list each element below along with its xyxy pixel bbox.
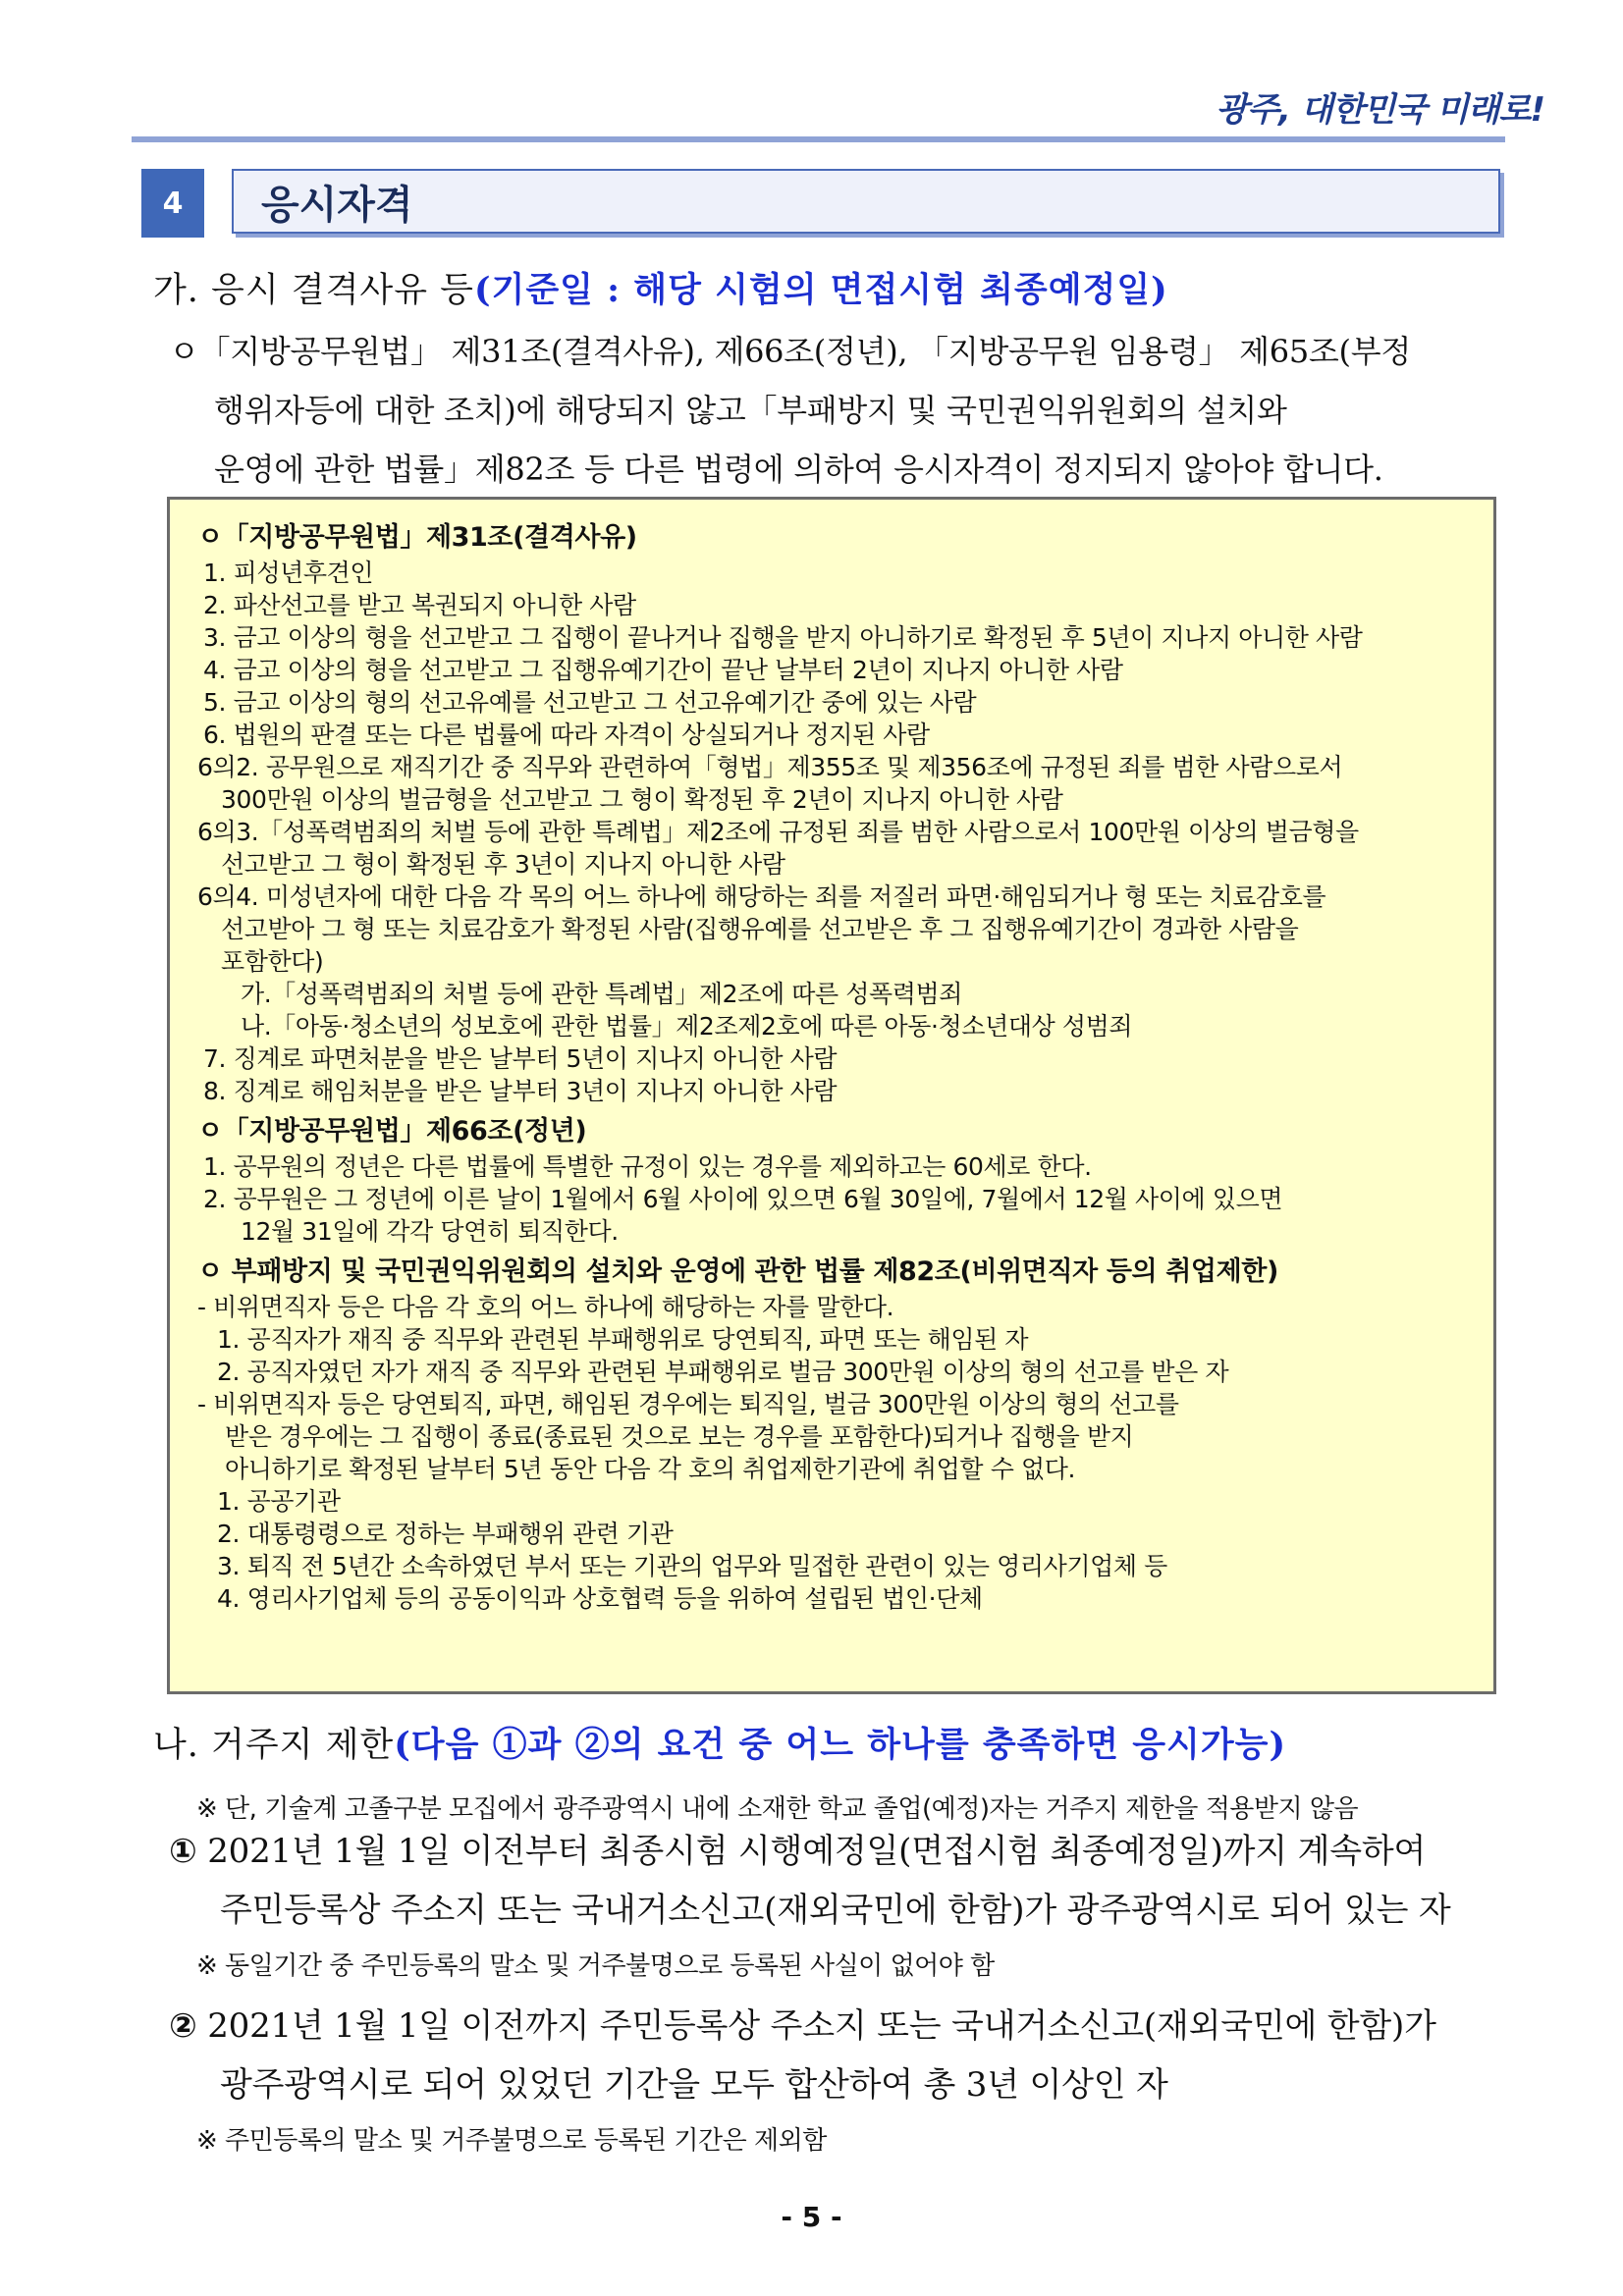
requirement-line: 2021년 1월 1일 이전부터 최종시험 시행예정일(면접시험 최종예정일)까지 계속하여 [207,1832,1427,1871]
legal-excerpt-box [167,497,1496,1694]
requirement-line: 광주광역시로 되어 있었던 기간을 모두 합산하여 총 3년 이상인 자 [220,2065,1168,2105]
list-item: 3. 퇴직 전 5년간 소속하였던 부서 또는 기관의 업무와 밀접한 관련이 있는 영리사기업체 등 [217,1552,1167,1580]
list-item-continuation: 포함한다) [221,947,324,976]
section-number: 4 [141,169,204,238]
requirement-line: 주민등록상 주소지 또는 국내거소신고(재외국민에 한함)가 광주광역시로 되어 있는 자 [220,1891,1451,1930]
sub-item: 나.「아동·청소년의 성보호에 관한 법률」제2조제2호에 따른 아동·청소년대상 성범죄 [241,1012,1133,1041]
header-divider [132,136,1505,142]
section-title: 응시자격 [232,169,1500,234]
list-item-continuation: 12월 31일에 각각 당연히 퇴직한다. [241,1217,619,1246]
list-item-continuation: 받은 경우에는 그 집행이 종료(종료된 것으로 보는 경우를 포함한다)되거나 집행을 받지 [225,1422,1134,1451]
list-item-continuation: 선고받아 그 형 또는 치료감호가 확정된 사람(집행유예를 선고받은 후 그 집행유예기간이 경과한 사람을 [221,915,1299,943]
sub-item: 가.「성폭력범죄의 처벌 등에 관한 특례법」제2조에 따른 성폭력범죄 [241,980,963,1008]
part-a-highlight: (기준일 : 해당 시험의 면접시험 최종예정일) [473,270,1168,310]
part-a-heading [153,263,1168,312]
list-item: 6의4. 미성년자에 대한 다음 각 목의 어느 하나에 해당하는 죄를 저질러 파면·해임되거나 형 또는 치료감호를 [197,882,1326,911]
list-item: 2. 대통령령으로 정하는 부패행위 관련 기관 [217,1520,674,1548]
list-item: 3. 금고 이상의 형을 선고받고 그 집행이 끝나거나 집행을 받지 아니하기로 확정된 후 5년이 지나지 아니한 사람 [203,623,1363,652]
list-item: 2. 공무원은 그 정년에 이른 날이 1월에서 6월 사이에 있으면 6월 30일에, 7월에서 12월 사이에 있으면 [203,1185,1283,1213]
list-item: 1. 공직자가 재직 중 직무와 관련된 부패행위로 당연퇴직, 파면 또는 해임된 자 [217,1325,1029,1354]
list-item: 6의3.「성폭력범죄의 처벌 등에 관한 특례법」제2조에 규정된 죄를 범한 사람으로서 100만원 이상의 벌금형을 [197,818,1359,846]
list-item: 4. 영리사기업체 등의 공동이익과 상호협력 등을 위하여 설립된 법인·단체 [217,1584,983,1613]
page-number: - 5 - [781,2201,842,2233]
article-82-heading: ㅇ 부패방지 및 국민권익위원회의 설치와 운영에 관한 법률 제82조(비위면직자 등의 취업제한) [197,1256,1278,1287]
list-item: 1. 공공기관 [217,1487,341,1516]
list-item-continuation: 선고받고 그 형이 확정된 후 3년이 지나지 아니한 사람 [221,850,785,879]
part-a-title: 가. 응시 결격사유 등 [153,271,474,310]
list-item-continuation: 아니하기로 확정된 날부터 5년 동안 다음 각 호의 취업제한기관에 취업할 수 없다. [225,1455,1076,1483]
part-a-paragraph [169,322,1514,499]
article-31-heading: ㅇ「지방공무원법」제31조(결격사유) [197,522,637,553]
paragraph-line: 운영에 관한 법률」제82조 등 다른 법령에 의하여 응시자격이 정지되지 않아야 합니다. [214,451,1383,488]
requirement-2 [169,1997,1436,2114]
requirement-2-mark: ② [169,2006,197,2046]
list-item: 4. 금고 이상의 형을 선고받고 그 집행유예기간이 끝난 날부터 2년이 지나지 아니한 사람 [203,656,1123,684]
requirement-2-note: ※ 주민등록의 말소 및 거주불명으로 등록된 기간은 제외함 [196,2126,827,2156]
paragraph-line: 행위자등에 대한 조치)에 해당되지 않고「부패방지 및 국민권익위원회의 설치와 [214,392,1287,429]
requirement-1-note: ※ 동일기간 중 주민등록의 말소 및 거주불명으로 등록된 사실이 없어야 함 [196,1951,995,1981]
list-item: 1. 피성년후견인 [203,559,374,587]
list-item: 1. 공무원의 정년은 다른 법률에 특별한 규정이 있는 경우를 제외하고는 60세로 한다. [203,1152,1092,1181]
requirement-1 [169,1822,1451,1940]
part-b-title: 나. 거주지 제한 [153,1726,395,1765]
list-item: 2. 공직자였던 자가 재직 중 직무와 관련된 부패행위로 벌금 300만원 이상의 형의 선고를 받은 자 [217,1358,1229,1386]
part-b-heading [153,1718,1286,1767]
requirement-1-mark: ① [169,1832,197,1871]
list-item: 8. 징계로 해임처분을 받은 날부터 3년이 지나지 아니한 사람 [203,1077,838,1105]
list-item: 6. 법원의 판결 또는 다른 법률에 따라 자격이 상실되거나 정지된 사람 [203,721,930,749]
requirement-line: 2021년 1월 1일 이전까지 주민등록상 주소지 또는 국내거소신고(재외국민에 한함)가 [207,2006,1436,2046]
list-item: 7. 징계로 파면처분을 받은 날부터 5년이 지나지 아니한 사람 [203,1044,838,1073]
paragraph-line: ㅇ「지방공무원법」 제31조(결격사유), 제66조(정년), 「지방공무원 임용령」 제65조(부정 [169,333,1411,370]
article-66-heading: ㅇ「지방공무원법」제66조(정년) [197,1116,587,1147]
list-item: 2. 파산선고를 받고 복권되지 아니한 사람 [203,591,636,619]
slogan-logo: 광주, 대한민국 미래로! [1216,90,1544,130]
list-item: - 비위면직자 등은 다음 각 호의 어느 하나에 해당하는 자를 말한다. [197,1293,894,1321]
exception-note: ※ 단, 기술계 고졸구분 모집에서 광주광역시 내에 소재한 학교 졸업(예정)자는 거주지 제한을 적용받지 않음 [196,1794,1359,1824]
list-item: - 비위면직자 등은 당연퇴직, 파면, 해임된 경우에는 퇴직일, 벌금 300만원 이상의 형의 선고를 [197,1390,1179,1418]
list-item: 5. 금고 이상의 형의 선고유예를 선고받고 그 선고유예기간 중에 있는 사람 [203,688,977,717]
list-item: 6의2. 공무원으로 재직기간 중 직무와 관련하여「형법」제355조 및 제356조에 규정된 죄를 범한 사람으로서 [197,753,1343,781]
list-item-continuation: 300만원 이상의 벌금형을 선고받고 그 형이 확정된 후 2년이 지나지 아니한 사람 [221,785,1063,814]
part-b-highlight: (다음 ①과 ②의 요건 중 어느 하나를 충족하면 응시가능) [394,1725,1287,1765]
